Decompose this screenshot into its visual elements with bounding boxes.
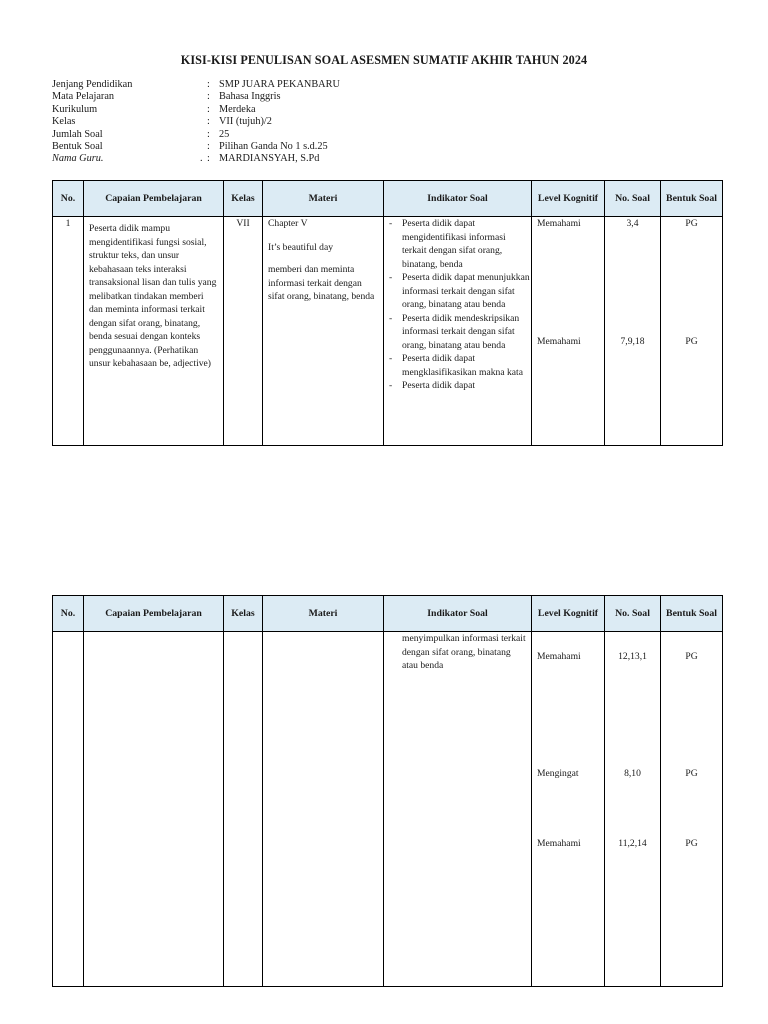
cell-no-soal <box>605 632 661 987</box>
cell-kelas: VII <box>224 217 263 446</box>
indikator-continued: menyimpulkan informasi terkait dengan sifat orang, binatang atau benda <box>402 633 526 671</box>
meta-value: MARDIANSYAH, S.Pd <box>219 153 320 165</box>
level-value: Mengingat <box>537 767 579 779</box>
no-soal-value: 3,4 <box>626 218 639 229</box>
cell-level <box>532 632 605 987</box>
meta-row <box>52 141 340 153</box>
bentuk-value: PG <box>685 218 698 229</box>
document-title: KISI-KISI PENULISAN SOAL ASESMEN SUMATIF AKHIR TAHUN 2024 <box>180 53 588 67</box>
meta-value: VII (tujuh)/2 <box>219 116 272 128</box>
no-soal-value: 12,13,1 <box>618 651 647 662</box>
meta-row <box>52 129 340 141</box>
level-value: Memahami <box>537 838 581 849</box>
meta-label: Jumlah Soal <box>52 128 103 140</box>
meta-row <box>52 104 340 116</box>
header-level: Level Kognitif <box>532 181 605 217</box>
indikator-item: - Peserta didik dapat menunjukkan informasi terkait dengan sifat orang, binatang atau benda <box>389 271 531 312</box>
meta-dot: . <box>200 153 203 165</box>
header-materi: Materi <box>263 596 384 632</box>
cell-no: 1 <box>53 217 84 446</box>
header-capaian: Capaian Pembelajaran <box>84 596 224 632</box>
no-soal-value: 7,9,18 <box>620 335 645 347</box>
cell-bentuk <box>661 632 723 987</box>
header-kelas: Kelas <box>224 596 263 632</box>
meta-row <box>52 153 340 165</box>
materi-topic: It’s beautiful day <box>268 241 334 253</box>
meta-colon: : <box>207 153 210 165</box>
cell-indikator <box>384 217 532 446</box>
meta-label: Kurikulum <box>52 103 98 115</box>
meta-value: Pilihan Ganda No 1 s.d.25 <box>219 140 328 152</box>
header-indikator: Indikator Soal <box>384 181 532 217</box>
table-header-row <box>53 181 723 217</box>
bentuk-value: PG <box>685 767 698 779</box>
header-no: No. <box>53 596 84 632</box>
meta-label: Jenjang Pendidikan <box>52 79 133 90</box>
header-level: Level Kognitif <box>532 596 605 632</box>
kisi-table-1 <box>52 180 723 446</box>
no-soal-value: 11,2,14 <box>618 838 647 849</box>
indikator-item: - Peserta didik dapat mengklasifikasikan makna kata <box>389 352 531 379</box>
cell-materi <box>263 217 384 446</box>
indikator-item: - Peserta didik dapat <box>389 379 531 393</box>
meta-label: Kelas <box>52 116 76 128</box>
meta-colon: : <box>207 103 210 115</box>
meta-label: Bentuk Soal <box>52 140 103 152</box>
cell-bentuk <box>661 217 723 446</box>
kisi-table-2 <box>52 595 723 987</box>
cell-no <box>53 632 84 987</box>
meta-block <box>52 79 340 166</box>
bentuk-value: PG <box>685 335 698 347</box>
no-soal-value: 8,10 <box>624 767 641 779</box>
table-header-row <box>53 596 723 632</box>
meta-value: SMP JUARA PEKANBARU <box>219 79 340 90</box>
header-kelas: Kelas <box>224 181 263 217</box>
meta-row <box>52 79 340 91</box>
level-value: Memahami <box>537 218 581 229</box>
meta-label: Nama Guru. <box>52 153 104 165</box>
cell-materi <box>263 632 384 987</box>
header-bentuk: Bentuk Soal <box>661 181 723 217</box>
cell-no-soal <box>605 217 661 446</box>
header-capaian: Capaian Pembelajaran <box>84 181 224 217</box>
indikator-item: - Peserta didik dapat mengidentifikasi informasi terkait dengan sifat orang, binatang, benda <box>389 217 531 271</box>
header-no: No. <box>53 181 84 217</box>
meta-value: 25 <box>219 128 230 140</box>
table-row <box>53 632 723 987</box>
cell-capaian <box>84 632 224 987</box>
cell-level <box>532 217 605 446</box>
bentuk-value: PG <box>685 651 698 662</box>
header-indikator: Indikator Soal <box>384 596 532 632</box>
meta-row <box>52 116 340 128</box>
meta-label: Mata Pelajaran <box>52 91 115 103</box>
meta-colon: : <box>207 91 210 103</box>
indikator-item: - Peserta didik mendeskripsikan informasi terkait dengan sifat orang, binatang atau benda <box>389 312 531 353</box>
header-materi: Materi <box>263 181 384 217</box>
table-row <box>53 217 723 446</box>
materi-chapter: Chapter V <box>268 218 308 229</box>
meta-colon: : <box>207 116 210 128</box>
cell-capaian: Peserta didik mampu mengidentifikasi fungsi sosial, struktur teks, dan unsur kebahasaan teks interaksi transaksional lisan dan tulis yang melibatkan tindakan memberi dan meminta informasi terkait dengan sifat orang, binatang, benda sesuai dengan konteks penggunaannya. (Perhatikan unsur kebahasaan be, adjective) <box>84 217 224 446</box>
meta-colon: : <box>207 140 210 152</box>
header-no-soal: No. Soal <box>605 596 661 632</box>
bentuk-value: PG <box>685 838 698 849</box>
header-bentuk: Bentuk Soal <box>661 596 723 632</box>
meta-colon: : <box>207 128 210 140</box>
level-value: Memahami <box>537 335 581 347</box>
meta-row <box>52 91 340 103</box>
meta-colon: : <box>207 79 210 90</box>
header-no-soal: No. Soal <box>605 181 661 217</box>
meta-value: Bahasa Inggris <box>219 91 281 103</box>
meta-value: Merdeka <box>219 103 256 115</box>
cell-kelas <box>224 632 263 987</box>
level-value: Memahami <box>537 651 581 662</box>
materi-desc: memberi dan meminta informasi terkait dengan sifat orang, binatang, benda <box>268 264 375 302</box>
cell-indikator <box>384 632 532 987</box>
